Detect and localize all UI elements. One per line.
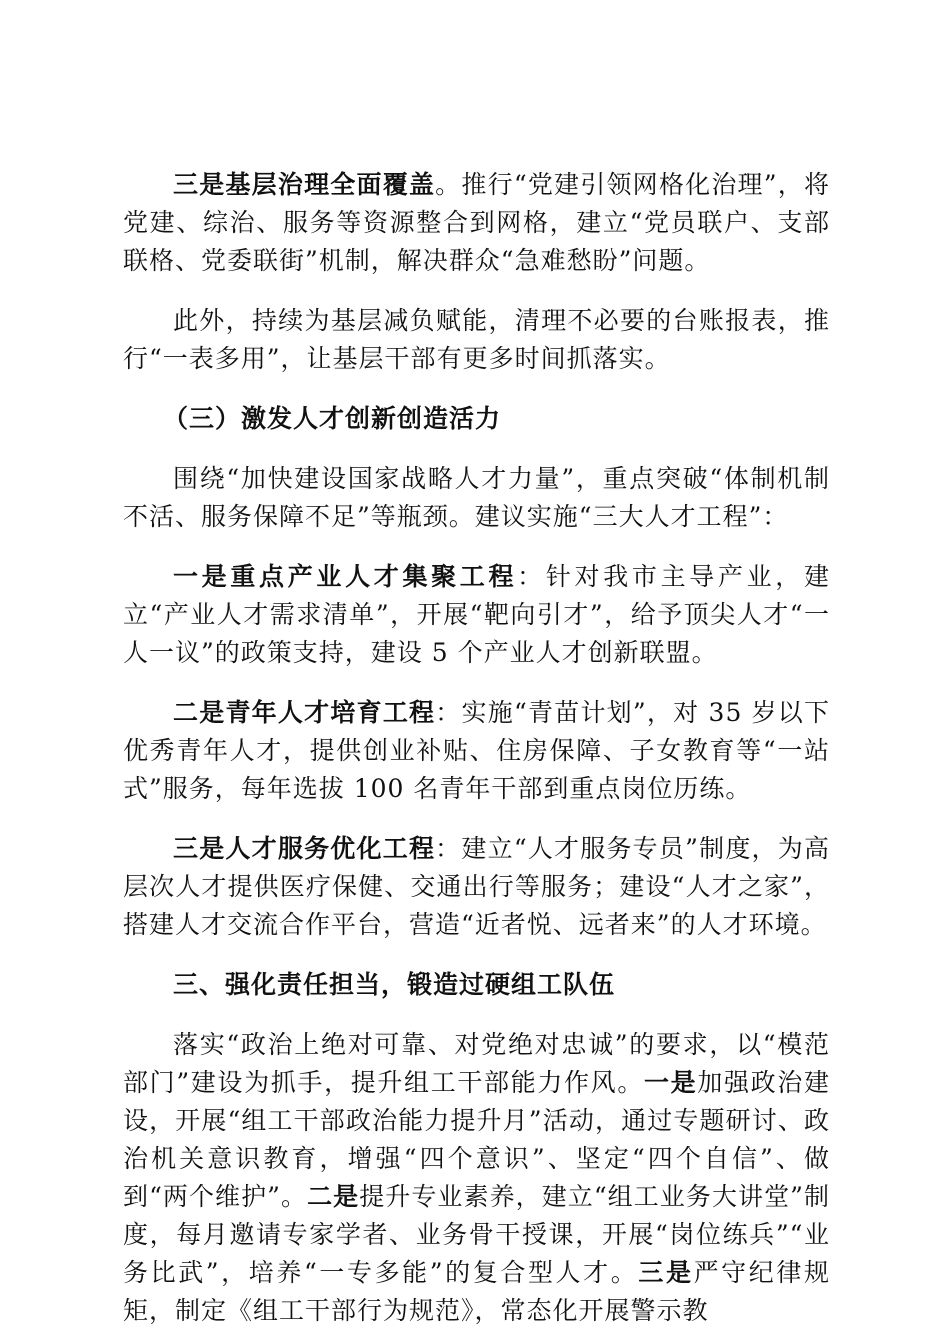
paragraph-text: 围绕“加快建设国家战略人才力量”，重点突破“体制机制不活、服务保障不足”等瓶颈。建议实施“三大人才工程”： bbox=[123, 464, 830, 531]
paragraph-lead: 三是基层治理全面覆盖 bbox=[173, 170, 436, 199]
document-page bbox=[123, 166, 830, 1330]
paragraph-lead: 二是青年人才培育工程 bbox=[173, 698, 436, 727]
paragraph-text: 提升专业素养，建立“组工业务大讲堂”制度，每月邀请专家学者、业务骨干授课，开展“岗位练兵”“业务比武”，培养“一专多能”的复合型人才。 bbox=[123, 1182, 830, 1287]
section-heading-talent: （三）激发人才创新创造活力 bbox=[163, 404, 502, 433]
paragraph-lead: 二是 bbox=[307, 1182, 360, 1211]
paragraph-youth-talent bbox=[123, 694, 830, 808]
paragraph-text: 落实“政治上绝对可靠、对党绝对忠诚”的要求，以“模范部门”建设为抓手，提升组工干部能力作风。 bbox=[123, 1030, 830, 1097]
paragraph-talent-service bbox=[123, 830, 830, 944]
paragraph-grassroots-governance bbox=[123, 166, 830, 280]
paragraph-burden-reduction bbox=[123, 302, 830, 378]
paragraph-lead: 一是 bbox=[644, 1068, 698, 1097]
paragraph-team-building bbox=[123, 1026, 830, 1330]
paragraph-text: ：实施“青苗计划”，对 35 岁以下优秀青年人才，提供创业补贴、住房保障、子女教育等“一站式”服务，每年选拔 100 名青年干部到重点岗位历练。 bbox=[123, 698, 830, 803]
paragraph-lead: 三是人才服务优化工程 bbox=[173, 834, 436, 863]
paragraph-industry-talent bbox=[123, 558, 830, 672]
paragraph-text: 加强政治建设，开展“组工干部政治能力提升月”活动，通过专题研讨、政治机关意识教育，增强“四个意识”、坚定“四个自信”、做到“两个维护”。 bbox=[123, 1068, 830, 1211]
section-heading-responsibility: 三、强化责任担当，锻造过硬组工队伍 bbox=[173, 970, 616, 999]
paragraph-lead: 一是重点产业人才集聚工程 bbox=[173, 562, 518, 591]
paragraph-text: ：针对我市主导产业，建立“产业人才需求清单”，开展“靶向引才”，给予顶尖人才“一人一议”的政策支持，建设 5 个产业人才创新联盟。 bbox=[123, 562, 830, 667]
paragraph-talent-intro bbox=[123, 460, 830, 536]
paragraph-lead: 三是 bbox=[638, 1258, 694, 1287]
paragraph-text: 严守纪律规矩，制定《组工干部行为规范》，常态化开展警示教 bbox=[123, 1258, 830, 1325]
paragraph-text: 此外，持续为基层减负赋能，清理不必要的台账报表，推行“一表多用”，让基层干部有更多时间抓落实。 bbox=[123, 306, 830, 373]
paragraph-text: ：建立“人才服务专员”制度，为高层次人才提供医疗保健、交通出行等服务；建设“人才之家”，搭建人才交流合作平台，营造“近者悦、远者来”的人才环境。 bbox=[123, 834, 830, 939]
paragraph-text: 。推行“党建引领网格化治理”，将党建、综治、服务等资源整合到网格，建立“党员联户、支部联格、党委联街”机制，解决群众“急难愁盼”问题。 bbox=[123, 170, 830, 275]
